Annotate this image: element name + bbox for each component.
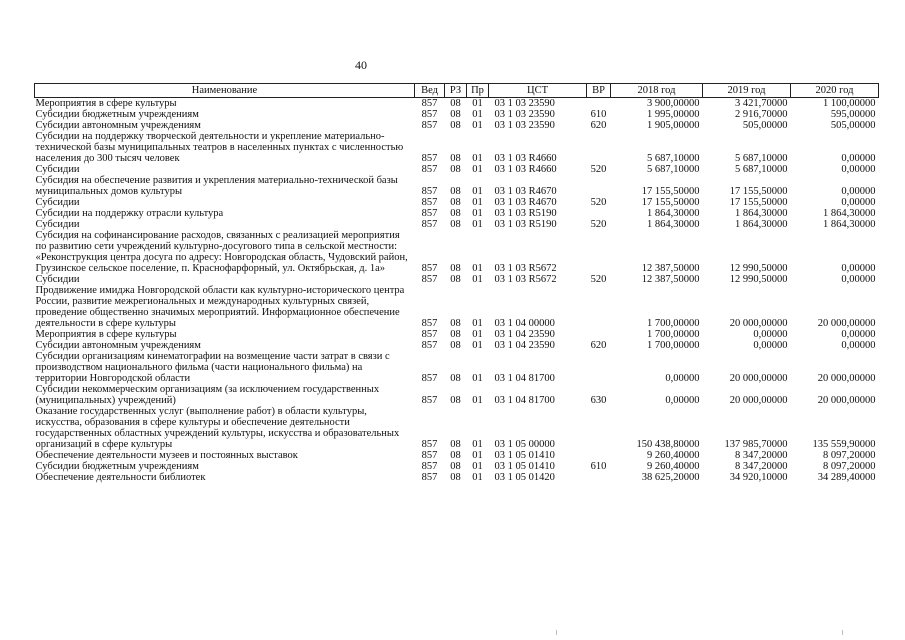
cell-year-2020: 0,00000 [841, 164, 876, 175]
cell-year-2018: 0,00000 [665, 373, 700, 384]
table-row [35, 384, 879, 406]
cell-rz: 08 [450, 197, 461, 208]
header-name: Наименование [35, 84, 415, 98]
cell-year-2020: 20 000,00000 [817, 318, 876, 329]
cell-pr: 01 [472, 340, 483, 351]
cell-vr: 610 [590, 461, 607, 472]
cell-pr: 01 [472, 274, 483, 285]
page-number: 40 [355, 58, 367, 72]
cell-name: Субсидии автономным учреждениям [35, 120, 201, 131]
cell-pr: 01 [472, 461, 483, 472]
cell-vr: 520 [590, 197, 607, 208]
header-pr: Пр [467, 84, 489, 98]
cell-vr [587, 230, 611, 274]
cell-vr [587, 208, 611, 219]
cell-year-2018: 1 905,00000 [647, 120, 700, 131]
table-body [35, 98, 879, 484]
cell-pr: 01 [472, 373, 483, 384]
cell-year-2018: 1 864,30000 [647, 208, 700, 219]
table-row [35, 450, 879, 461]
scan-mark-right [842, 630, 843, 635]
cell-year-2020: 1 864,30000 [823, 208, 876, 219]
cell-year-2019: 17 155,50000 [729, 197, 788, 208]
table-row [35, 329, 879, 340]
cell-ved: 857 [421, 197, 438, 208]
cell-ved: 857 [421, 109, 438, 120]
cell-year-2020: 8 097,20000 [823, 461, 876, 472]
cell-ved: 857 [421, 472, 438, 483]
cell-year-2020: 0,00000 [841, 340, 876, 351]
cell-rz: 08 [450, 153, 461, 164]
cell-year-2020: 0,00000 [841, 263, 876, 274]
cell-rz: 08 [450, 318, 461, 329]
table-row [35, 164, 879, 175]
header-ved: Вед [415, 84, 445, 98]
table-row [35, 109, 879, 120]
cell-rz: 08 [450, 450, 461, 461]
cell-year-2019: 12 990,50000 [729, 274, 788, 285]
header-year-2019: 2019 год [703, 84, 791, 98]
cell-name: Мероприятия в сфере культуры [35, 98, 177, 109]
cell-cst: 03 1 03 R4660 [494, 153, 557, 164]
table-row [35, 197, 879, 208]
cell-pr: 01 [472, 318, 483, 329]
cell-year-2019: 2 916,70000 [735, 109, 788, 120]
cell-pr: 01 [472, 120, 483, 131]
cell-name: Субсидии [35, 164, 80, 175]
cell-vr: 520 [590, 274, 607, 285]
cell-name: Обеспечение деятельности музеев и постоянных выставок [35, 450, 298, 461]
cell-cst: 03 1 03 R5672 [494, 274, 557, 285]
cell-year-2018: 9 260,40000 [647, 450, 700, 461]
cell-name: Продвижение имиджа Новгородской области как культурно-исторического центра России, развитие межрегиональных и международных культурных связей, проведение общественно значимых мероприятий. Информационное обеспечение деятельности в сфере культуры [35, 285, 405, 329]
table-row [35, 274, 879, 285]
cell-pr: 01 [472, 395, 483, 406]
cell-ved: 857 [421, 373, 438, 384]
cell-vr [587, 285, 611, 329]
cell-year-2019: 20 000,00000 [729, 373, 788, 384]
cell-year-2018: 5 687,10000 [647, 164, 700, 175]
cell-cst: 03 1 04 23590 [494, 340, 555, 351]
cell-year-2019: 12 990,50000 [729, 263, 788, 274]
cell-year-2019: 20 000,00000 [729, 318, 788, 329]
cell-year-2018: 3 900,00000 [647, 98, 700, 109]
cell-ved: 857 [421, 263, 438, 274]
cell-year-2019: 505,00000 [742, 120, 788, 131]
cell-cst: 03 1 05 01410 [494, 461, 555, 472]
cell-rz: 08 [450, 395, 461, 406]
table-row [35, 120, 879, 131]
cell-vr [587, 472, 611, 483]
cell-year-2018: 150 438,80000 [636, 439, 700, 450]
cell-cst: 03 1 03 R5190 [494, 208, 557, 219]
cell-year-2018: 12 387,50000 [641, 274, 700, 285]
cell-rz: 08 [450, 98, 461, 109]
cell-vr: 620 [590, 120, 607, 131]
cell-name: Субсидии бюджетным учреждениям [35, 109, 199, 120]
cell-cst: 03 1 03 23590 [494, 98, 555, 109]
cell-ved: 857 [421, 208, 438, 219]
header-cst: ЦСТ [489, 84, 587, 98]
cell-vr [587, 450, 611, 461]
cell-rz: 08 [450, 263, 461, 274]
scan-mark-left [556, 630, 557, 635]
cell-ved: 857 [421, 186, 438, 197]
cell-cst: 03 1 03 R4670 [494, 197, 557, 208]
cell-year-2018: 1 700,00000 [647, 318, 700, 329]
cell-year-2020: 135 559,90000 [812, 439, 876, 450]
table-row [35, 351, 879, 384]
cell-rz: 08 [450, 164, 461, 175]
cell-ved: 857 [421, 153, 438, 164]
header-vr: ВР [587, 84, 611, 98]
cell-vr: 520 [590, 164, 607, 175]
cell-cst: 03 1 05 01420 [494, 472, 555, 483]
cell-pr: 01 [472, 98, 483, 109]
cell-cst: 03 1 03 R4660 [494, 164, 557, 175]
cell-rz: 08 [450, 461, 461, 472]
cell-year-2019: 17 155,50000 [729, 186, 788, 197]
cell-rz: 08 [450, 340, 461, 351]
table-header-row [35, 84, 879, 98]
header-rz: РЗ [445, 84, 467, 98]
cell-pr: 01 [472, 208, 483, 219]
cell-ved: 857 [421, 318, 438, 329]
budget-table [34, 83, 879, 483]
cell-ved: 857 [421, 164, 438, 175]
cell-vr: 520 [590, 219, 607, 230]
cell-year-2019: 20 000,00000 [729, 395, 788, 406]
cell-name: Субсидии автономным учреждениям [35, 340, 201, 351]
cell-pr: 01 [472, 263, 483, 274]
header-year-2018: 2018 год [611, 84, 703, 98]
cell-year-2020: 20 000,00000 [817, 373, 876, 384]
cell-rz: 08 [450, 186, 461, 197]
cell-cst: 03 1 04 00000 [494, 318, 555, 329]
cell-year-2018: 9 260,40000 [647, 461, 700, 472]
cell-pr: 01 [472, 329, 483, 340]
cell-cst: 03 1 04 23590 [494, 329, 555, 340]
cell-rz: 08 [450, 219, 461, 230]
cell-pr: 01 [472, 109, 483, 120]
cell-rz: 08 [450, 329, 461, 340]
table-row [35, 208, 879, 219]
cell-year-2018: 1 700,00000 [647, 329, 700, 340]
cell-vr [587, 329, 611, 340]
cell-year-2018: 38 625,20000 [641, 472, 700, 483]
cell-rz: 08 [450, 208, 461, 219]
cell-pr: 01 [472, 472, 483, 483]
table-row [35, 340, 879, 351]
cell-ved: 857 [421, 219, 438, 230]
cell-ved: 857 [421, 98, 438, 109]
cell-ved: 857 [421, 461, 438, 472]
table-row [35, 472, 879, 483]
cell-cst: 03 1 04 81700 [494, 373, 555, 384]
cell-cst: 03 1 03 R5672 [494, 263, 557, 274]
cell-year-2020: 1 864,30000 [823, 219, 876, 230]
cell-year-2020: 1 100,00000 [823, 98, 876, 109]
cell-year-2018: 17 155,50000 [641, 197, 700, 208]
table-row [35, 406, 879, 450]
table-row [35, 461, 879, 472]
cell-year-2020: 0,00000 [841, 329, 876, 340]
table-row [35, 131, 879, 164]
cell-pr: 01 [472, 439, 483, 450]
cell-cst: 03 1 04 81700 [494, 395, 555, 406]
table-row [35, 175, 879, 197]
cell-year-2019: 5 687,10000 [735, 164, 788, 175]
cell-name: Субсидии организациям кинематографии на возмещение части затрат в связи с производством национального фильма (части национального фильма) на территории Новгородской области [35, 351, 390, 384]
cell-year-2019: 5 687,10000 [735, 153, 788, 164]
cell-year-2020: 34 289,40000 [817, 472, 876, 483]
table-row [35, 230, 879, 274]
cell-rz: 08 [450, 472, 461, 483]
cell-name: Мероприятия в сфере культуры [35, 329, 177, 340]
cell-rz: 08 [450, 109, 461, 120]
cell-pr: 01 [472, 450, 483, 461]
table-row [35, 285, 879, 329]
cell-year-2020: 0,00000 [841, 186, 876, 197]
cell-year-2019: 0,00000 [753, 329, 788, 340]
cell-year-2018: 0,00000 [665, 395, 700, 406]
cell-rz: 08 [450, 274, 461, 285]
cell-name: Субсидии бюджетным учреждениям [35, 461, 199, 472]
cell-cst: 03 1 03 R5190 [494, 219, 557, 230]
cell-year-2020: 0,00000 [841, 197, 876, 208]
cell-year-2020: 505,00000 [830, 120, 876, 131]
cell-name: Субсидии [35, 219, 80, 230]
cell-year-2019: 34 920,10000 [729, 472, 788, 483]
cell-name: Обеспечение деятельности библиотек [35, 472, 206, 483]
cell-pr: 01 [472, 186, 483, 197]
cell-rz: 08 [450, 373, 461, 384]
table-row [35, 98, 879, 110]
header-year-2020: 2020 год [791, 84, 879, 98]
cell-ved: 857 [421, 395, 438, 406]
cell-year-2018: 12 387,50000 [641, 263, 700, 274]
cell-cst: 03 1 03 23590 [494, 109, 555, 120]
cell-vr [587, 98, 611, 110]
cell-name: Субсидии некоммерческим организациям (за исключением государственных (муниципальных) учреждений) [35, 384, 380, 406]
cell-year-2019: 1 864,30000 [735, 219, 788, 230]
cell-year-2018: 1 995,00000 [647, 109, 700, 120]
cell-pr: 01 [472, 164, 483, 175]
cell-year-2019: 1 864,30000 [735, 208, 788, 219]
cell-year-2020: 20 000,00000 [817, 395, 876, 406]
cell-name: Субсидии на поддержку отрасли культура [35, 208, 224, 219]
cell-name: Субсидии [35, 274, 80, 285]
cell-ved: 857 [421, 120, 438, 131]
cell-vr: 610 [590, 109, 607, 120]
cell-year-2019: 3 421,70000 [735, 98, 788, 109]
cell-pr: 01 [472, 153, 483, 164]
cell-year-2019: 8 347,20000 [735, 450, 788, 461]
cell-cst: 03 1 05 01410 [494, 450, 555, 461]
cell-year-2019: 0,00000 [753, 340, 788, 351]
cell-name: Оказание государственных услуг (выполнение работ) в области культуры, искусства, образования в сфере культуры и обеспечение деятельности государственных областных учреждений культуры, искусства и образовательных организаций в сфере культуры [35, 406, 400, 450]
cell-ved: 857 [421, 329, 438, 340]
cell-year-2018: 1 864,30000 [647, 219, 700, 230]
cell-year-2020: 0,00000 [841, 153, 876, 164]
cell-ved: 857 [421, 450, 438, 461]
cell-year-2020: 0,00000 [841, 274, 876, 285]
cell-ved: 857 [421, 340, 438, 351]
cell-cst: 03 1 05 00000 [494, 439, 555, 450]
cell-name: Субсидия на обеспечение развития и укрепления материально-технической базы муниципальных домов культуры [35, 175, 398, 197]
cell-ved: 857 [421, 439, 438, 450]
cell-ved: 857 [421, 274, 438, 285]
cell-name: Субсидии [35, 197, 80, 208]
cell-pr: 01 [472, 197, 483, 208]
cell-pr: 01 [472, 219, 483, 230]
cell-year-2020: 595,00000 [830, 109, 876, 120]
cell-vr [587, 131, 611, 164]
table-row [35, 219, 879, 230]
cell-rz: 08 [450, 439, 461, 450]
cell-vr [587, 351, 611, 384]
cell-year-2018: 17 155,50000 [641, 186, 700, 197]
cell-cst: 03 1 03 23590 [494, 120, 555, 131]
cell-rz: 08 [450, 120, 461, 131]
cell-name: Субсидии на поддержку творческой деятельности и укрепление материально-технической базы муниципальных театров в населенных пунктах с численностью населения до 300 тысяч человек [35, 131, 404, 164]
cell-year-2018: 5 687,10000 [647, 153, 700, 164]
cell-vr: 630 [590, 395, 607, 406]
cell-year-2020: 8 097,20000 [823, 450, 876, 461]
cell-year-2019: 137 985,70000 [724, 439, 788, 450]
cell-cst: 03 1 03 R4670 [494, 186, 557, 197]
cell-year-2018: 1 700,00000 [647, 340, 700, 351]
cell-vr [587, 175, 611, 197]
cell-vr: 620 [590, 340, 607, 351]
cell-year-2019: 8 347,20000 [735, 461, 788, 472]
cell-name: Субсидия на софинансирование расходов, связанных с реализацией мероприятия по развитию сети учреждений культурно-досугового типа в сельской местности: «Реконструкция центра досуга по адресу: Новгородская область, Чудовский район, Грузинское сельское поселение, п. Краснофарфорный, ул. Октябрьская, д. 1а» [35, 230, 408, 274]
cell-vr [587, 406, 611, 450]
